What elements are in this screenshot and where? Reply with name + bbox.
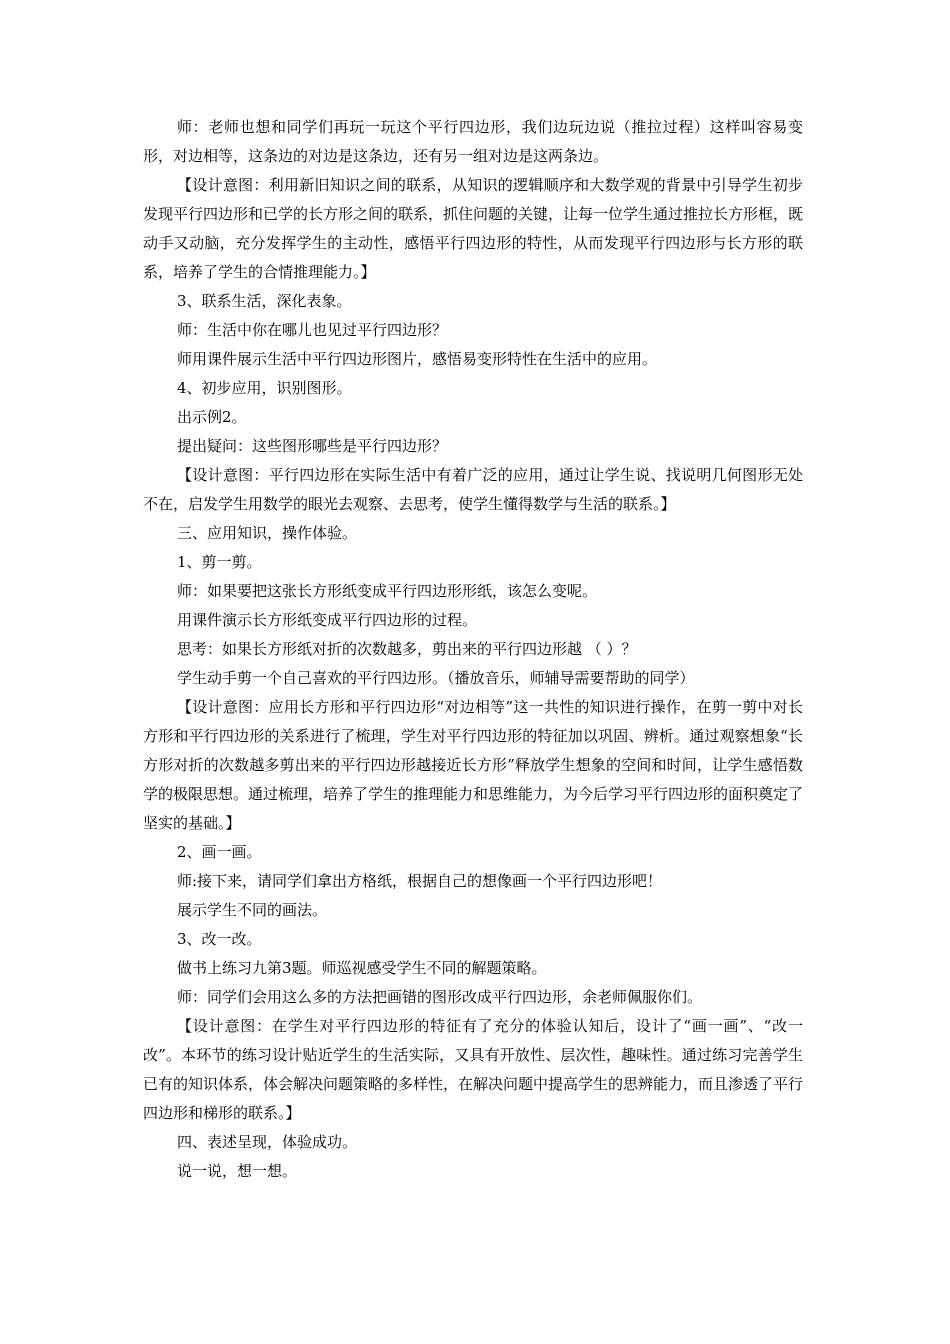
- paragraph-teacher-draw: 师:接下来，请同学们拿出方格纸，根据自己的想像画一个平行四边形吧！: [177, 872, 663, 890]
- paragraph-courseware: 师用课件展示生活中平行四边形图片，感悟易变形特性在生活中的应用。: [177, 350, 658, 368]
- paragraph-show-drawings: 展示学生不同的画法。: [177, 901, 328, 919]
- paragraph-student-cut: 学生动手剪一个自己喜欢的平行四边形。（播放音乐，师辅导需要帮助的同学）: [177, 669, 695, 687]
- paragraph-design-intent-1: 【设计意图：利用新旧知识之间的联系，从知识的逻辑顺序和大数学观的背景中引导学生初步发现平行四边形和已学的长方形之间的联系，抓住问题的关键，让每一位学生通过推拉长方形框，既动手又动脑，充分发挥学生的主动性，感悟平行四边形的特性，从而发现平行四边形与长方形的联系，培养了学生的合情推理能力。】: [143, 176, 804, 281]
- paragraph-teacher-play: 师：老师也想和同学们再玩一玩这个平行四边形，我们边玩边说（推拉过程）这样叫容易变形，对边相等，这条边的对边是这条边，还有另一组对边是这两条边。: [143, 118, 803, 165]
- heading-cut: 1、剪一剪。: [177, 553, 262, 571]
- paragraph-design-intent-4: 【设计意图：在学生对平行四边形的特征有了充分的体验认知后，设计了“画一画”、“改一改”。本环节的练习设计贴近学生的生活实际，又具有开放性、层次性，趣味性。通过练习完善学生已有的知识体系，体会解决问题策略的多样性，在解决问题中提高学生的思辨能力，而且渗透了平行四边形和梯形的联系。】: [143, 1017, 804, 1122]
- paragraph-design-intent-2: 【设计意图：平行四边形在实际生活中有着广泛的应用，通过让学生说、找说明几何图形无处不在，启发学生用数学的眼光去观察、去思考，使学生懂得数学与生活的联系。】: [143, 466, 803, 513]
- paragraph-design-intent-3: 【设计意图：应用长方形和平行四边形“对边相等”这一共性的知识进行操作，在剪一剪中对长方形和平行四边形的关系进行了梳理，学生对平行四边形的特征加以巩固、辨析。通过观察想象“长方形对折的次数越多剪出来的平行四边形越接近长方形”释放学生想象的空间和时间，让学生感悟数学的极限思想。通过梳理，培养了学生的推理能力和思维能力，为今后学习平行四边形的面积奠定了坚实的基础。】: [143, 698, 804, 832]
- heading-fix: 3、改一改。: [177, 930, 262, 948]
- paragraph-teacher-cut: 师：如果要把这张长方形纸变成平行四边形形纸，该怎么变呢。: [177, 582, 598, 600]
- paragraph-question: 提出疑问：这些图形哪些是平行四边形？: [177, 437, 448, 455]
- paragraph-teacher-praise: 师：同学们会用这么多的方法把画错的图形改成平行四边形，余老师佩服你们。: [177, 988, 703, 1006]
- heading-step-3: 3、联系生活，深化表象。: [177, 292, 352, 310]
- paragraph-think: 思考：如果长方形纸对折的次数越多，剪出来的平行四边形越 （ ）？: [177, 640, 637, 658]
- heading-section-3: 三、应用知识，操作体验。: [177, 524, 358, 542]
- heading-step-4: 4、初步应用，识别图形。: [177, 379, 352, 397]
- document-page: [143, 113, 803, 1186]
- paragraph-courseware-demo: 用课件演示长方形纸变成平行四边形的过程。: [177, 611, 478, 629]
- paragraph-say-think: 说一说，想一想。: [177, 1162, 298, 1180]
- paragraph-teacher-question: 师：生活中你在哪儿也见过平行四边形？: [177, 321, 448, 339]
- heading-section-4: 四、表述呈现，体验成功。: [177, 1133, 358, 1151]
- paragraph-exercise: 做书上练习九第3题。师巡视感受学生不同的解题策略。: [177, 959, 547, 977]
- paragraph-example-2: 出示例2。: [177, 408, 247, 426]
- heading-draw: 2、画一画。: [177, 843, 262, 861]
